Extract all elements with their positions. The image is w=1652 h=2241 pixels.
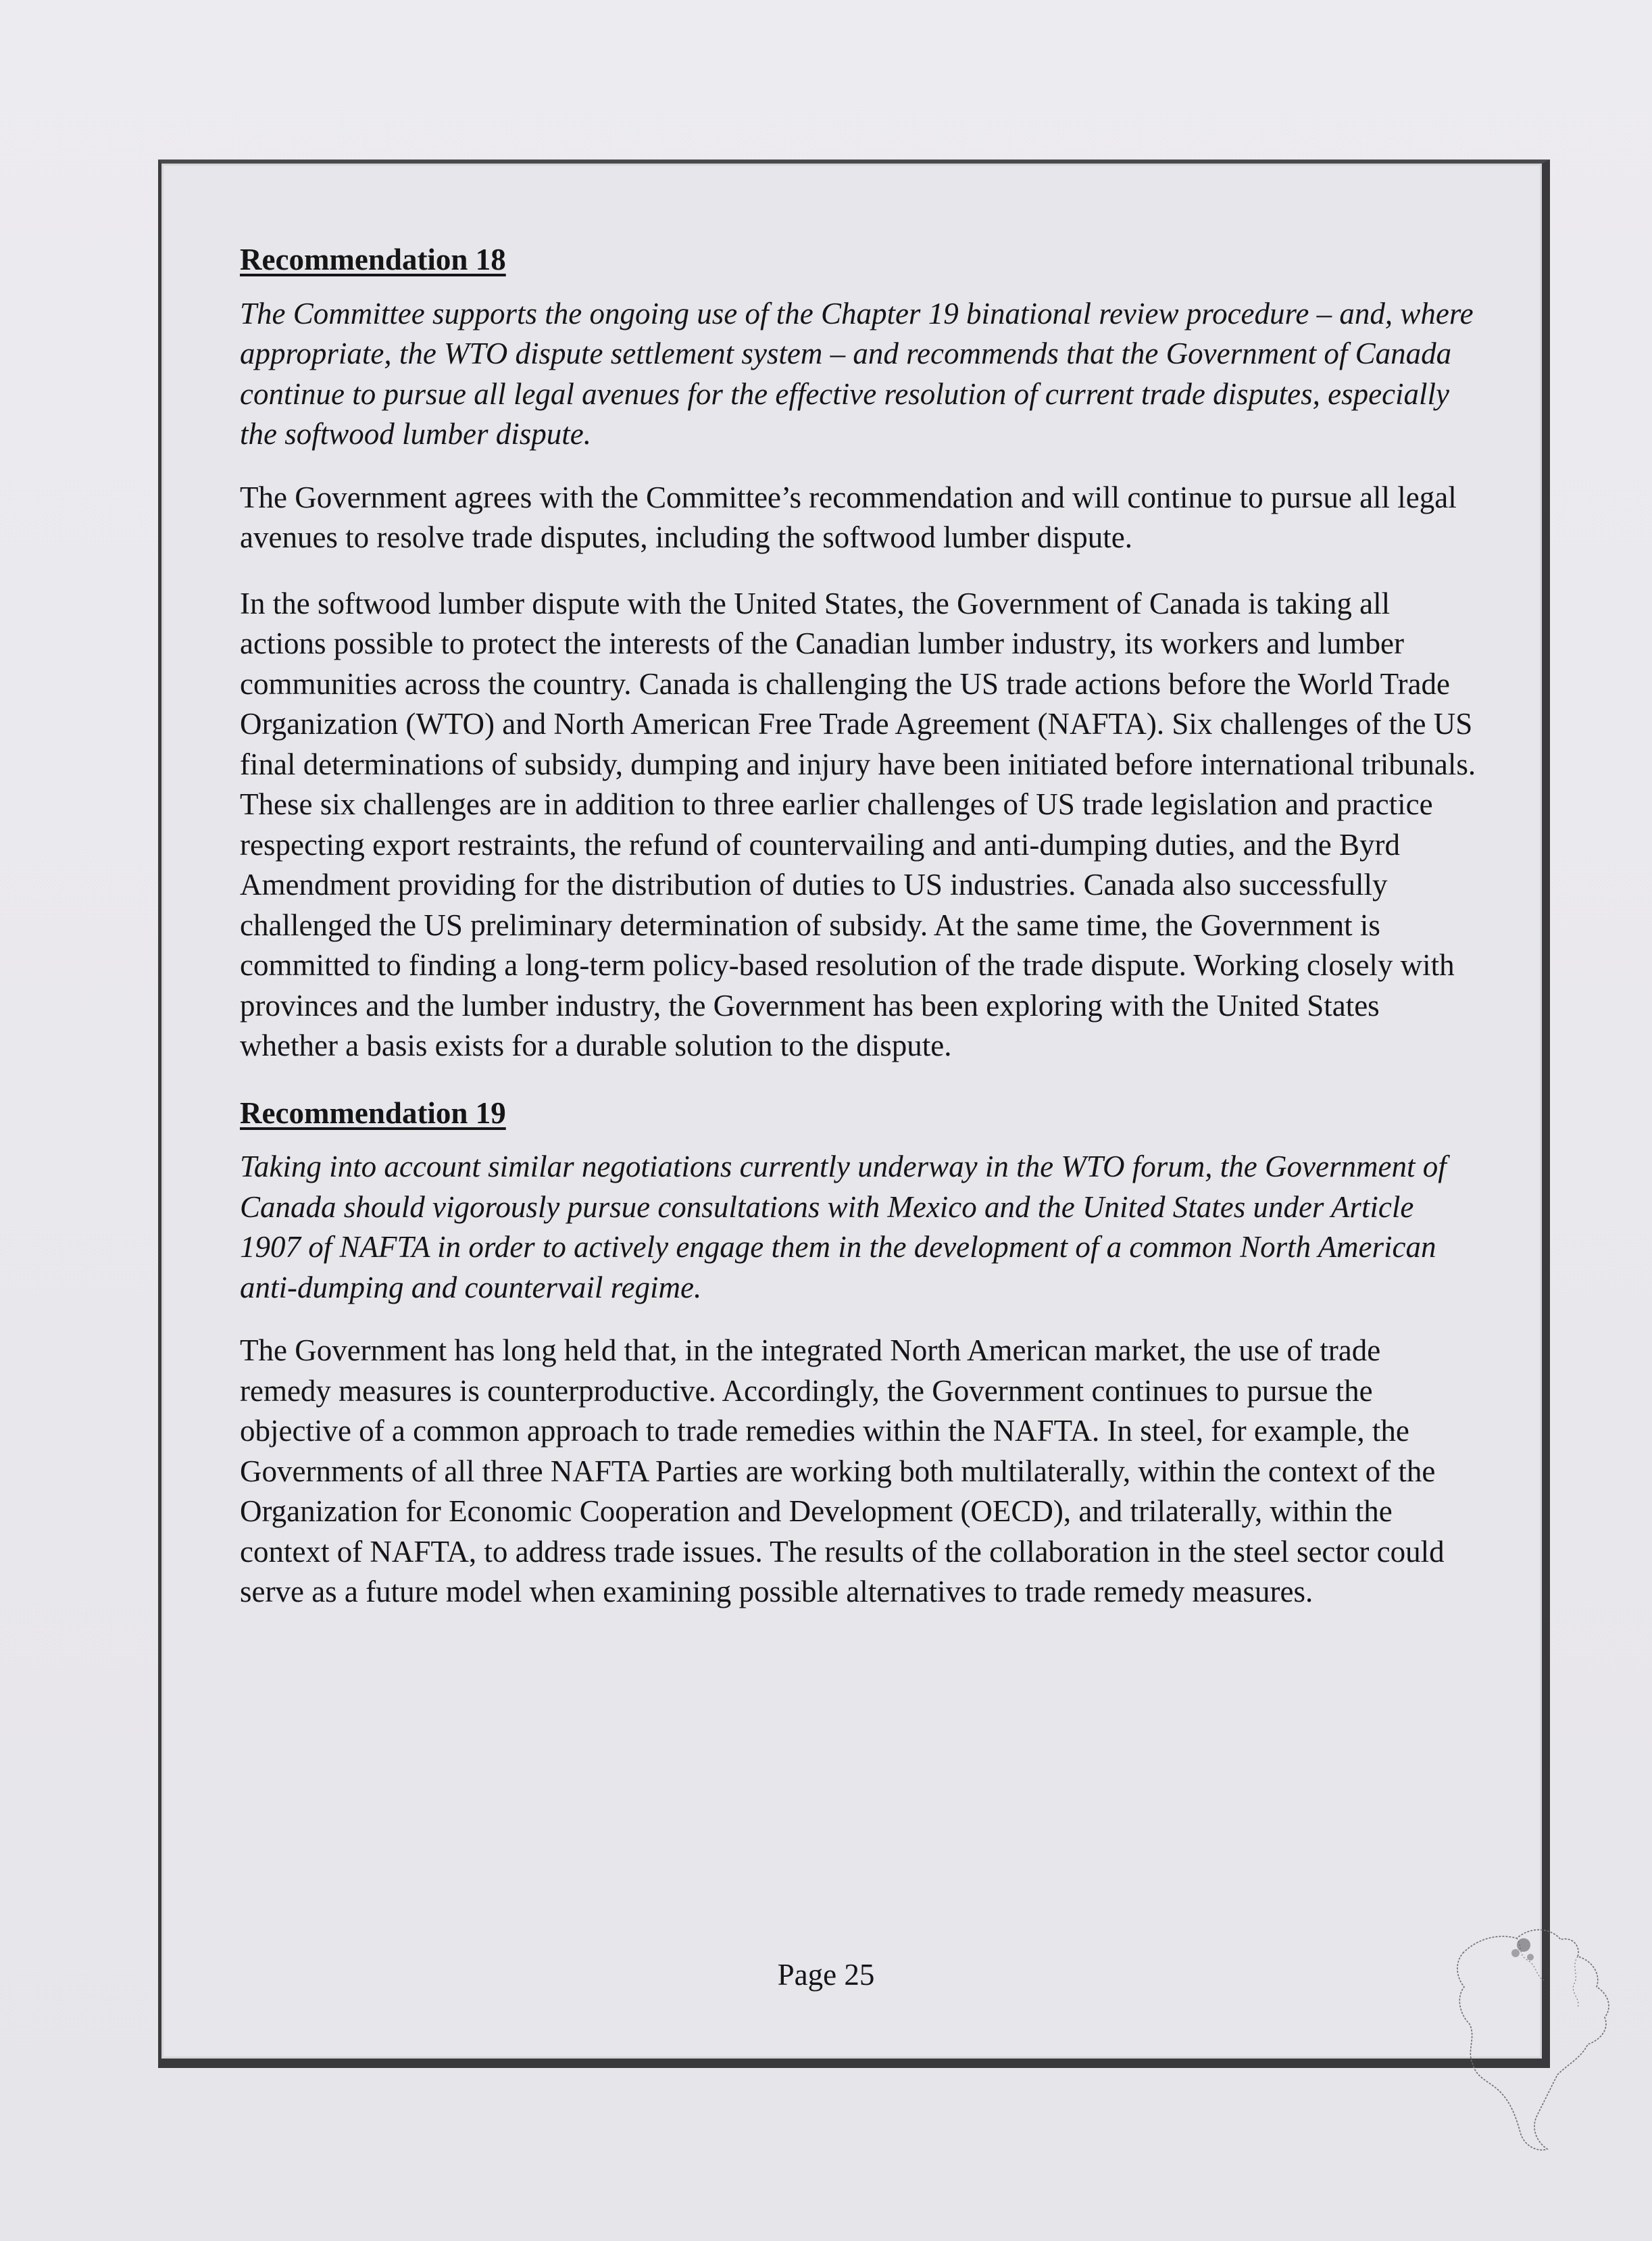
- recommendation-19-response-1: The Government has long held that, in the integrated North American market, the use of trade remedy measures is counterproductive. Accordingly, the Government continues to pursue the objective of a common approach to trade remedies within the NAFTA. In steel, for example, the Governments of all three NAFTA Parties are working both multilaterally, within the context of the Organization for Economic Cooperation and Development (OECD), and trilaterally, within the context of NAFTA, to address trade issues. The results of the collaboration in the steel sector could serve as a future model when examining possible alternatives to trade remedy measures.: [240, 1333, 1445, 1608]
- page-content: [240, 240, 1476, 1638]
- recommendation-19-heading: Recommendation 19: [240, 1095, 506, 1130]
- recommendation-18-text: The Committee supports the ongoing use of the Chapter 19 binational review procedure – and, where appropriate, the WTO dispute settlement system – and recommends that the Government of Canada continue to pursue all legal avenues for the effective resolution of current trade disputes, especially the softwood lumber dispute.: [240, 296, 1474, 451]
- recommendation-18-heading: Recommendation 18: [240, 243, 506, 276]
- recommendation-18-response-2: In the softwood lumber dispute with the United States, the Government of Canada is taking all actions possible to protect the interests of the Canadian lumber industry, its workers and lumber communities across the country. Canada is challenging the US trade actions before the World Trade Organization (WTO) and North American Free Trade Agreement (NAFTA). Six challenges of the US final determinations of subsidy, dumping and injury have been initiated before international tribunals. These six challenges are in addition to three earlier challenges of US trade legislation and practice respecting export restraints, the refund of countervailing and anti-dumping duties, and the Byrd Amendment providing for the distribution of duties to US industries. Canada also successfully challenged the US preliminary determination of subsidy. At the same time, the Government is committed to finding a long-term policy-based resolution of the trade dispute. Working closely with provinces and the lumber industry, the Government has been exploring with the United States whether a basis exists for a durable solution to the dispute.: [240, 586, 1476, 1062]
- recommendation-19-text: Taking into account similar negotiations currently underway in the WTO forum, the Government of Canada should vigorously pursue consultations with Mexico and the United States under Article 1907 of NAFTA in order to actively engage them in the development of a common North American anti-dumping and countervail regime.: [240, 1150, 1447, 1304]
- north-america-map-icon: [1436, 1913, 1638, 2156]
- page-number: Page 25: [777, 1958, 875, 1992]
- recommendation-18-response-1: The Government agrees with the Committee’s recommendation and will continue to pursue all legal avenues to resolve trade disputes, including the softwood lumber dispute.: [240, 480, 1457, 554]
